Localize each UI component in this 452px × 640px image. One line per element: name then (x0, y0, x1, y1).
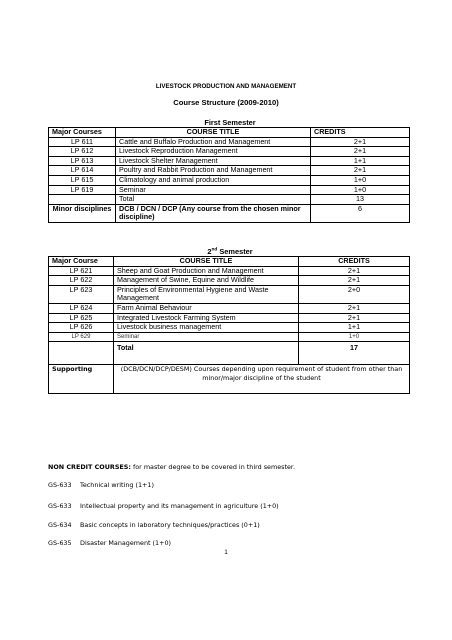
table-row (49, 147, 410, 157)
course-title: Principles of Environmental Hygiene and Waste Management (114, 285, 299, 303)
total-row (49, 195, 410, 205)
header-course-title: COURSE TITLE (114, 257, 299, 267)
first-semester-table (48, 127, 410, 223)
course-credits: 2+1 (299, 313, 410, 323)
minor-title: DCB / DCN / DCP (Any course from the chosen minor discipline) (116, 204, 311, 222)
course-credits: 1+1 (299, 323, 410, 333)
course-code: LP 626 (49, 323, 114, 333)
course-credits: 1+0 (299, 332, 410, 342)
table-row (49, 323, 410, 333)
minor-row (49, 204, 410, 222)
course-title: Seminar (116, 185, 311, 195)
supporting-text: (DCB/DCN/DCP/DESM) Courses depending upon requirement of student from other than minor/major discipline of the student (114, 365, 410, 394)
non-credit-code: GS-634 (48, 521, 72, 529)
header-major-courses: Major Courses (49, 128, 116, 138)
non-credit-code: GS-635 (48, 539, 72, 547)
course-code: LP 615 (49, 175, 116, 185)
course-code: LP 623 (49, 285, 114, 303)
course-title: Livestock Shelter Management (116, 156, 311, 166)
second-semester-word: Semester (217, 247, 253, 256)
table-row (49, 276, 410, 286)
non-credit-course (48, 539, 171, 547)
course-title: Integrated Livestock Farming System (114, 313, 299, 323)
course-title: Cattle and Buffalo Production and Management (116, 137, 311, 147)
empty-cell (49, 195, 116, 205)
course-title: Climatology and animal production (116, 175, 311, 185)
empty-cell (49, 342, 114, 365)
course-code: LP 619 (49, 185, 116, 195)
second-semester-table (48, 256, 410, 394)
course-title: Livestock Reproduction Management (116, 147, 311, 157)
course-credits: 1+1 (311, 156, 410, 166)
header-credits: CREDITS (311, 128, 410, 138)
course-credits: 2+1 (311, 147, 410, 157)
course-code: LP 625 (49, 313, 114, 323)
course-title: Sheep and Goat Production and Management (114, 266, 299, 276)
second-semester-number: 2 (207, 247, 212, 256)
second-semester-heading (180, 247, 280, 256)
total-label: Total (116, 195, 311, 205)
course-credits: 1+0 (311, 185, 410, 195)
supporting-label: Supporting (49, 365, 114, 394)
course-credits: 2+1 (311, 166, 410, 176)
total-label: Total (114, 342, 299, 365)
table-header-row (49, 257, 410, 267)
second-semester-suffix: nd (211, 247, 218, 253)
seminar-row (49, 332, 410, 342)
non-credit-title: Basic concepts in laboratory techniques/practices (0+1) (80, 521, 260, 529)
course-code: LP 614 (49, 166, 116, 176)
course-credits: 2+1 (299, 276, 410, 286)
course-credits: 1+0 (311, 175, 410, 185)
total-value: 13 (311, 195, 410, 205)
total-row (49, 342, 410, 365)
course-code: LP 621 (49, 266, 114, 276)
table-row (49, 175, 410, 185)
course-structure-title: Course Structure (2009-2010) (173, 98, 279, 107)
non-credit-title: Intellectual property and its management in agriculture (1+0) (80, 502, 279, 510)
non-credit-intro (48, 463, 295, 471)
course-code: LP 611 (49, 137, 116, 147)
header-course-title: COURSE TITLE (116, 128, 311, 138)
non-credit-code: GS-633 (48, 502, 72, 510)
non-credit-code: GS-633 (48, 481, 72, 489)
course-credits: 2+1 (299, 266, 410, 276)
course-code: LP 613 (49, 156, 116, 166)
header-major-course: Major Course (49, 257, 114, 267)
course-title: Poultry and Rabbit Production and Management (116, 166, 311, 176)
non-credit-course (48, 481, 154, 489)
course-title: Farm Animal Behaviour (114, 303, 299, 313)
table-header-row (49, 128, 410, 138)
course-credits: 2+0 (299, 285, 410, 303)
table-row (49, 285, 410, 303)
course-title: Management of Swine, Equine and Wildlife (114, 276, 299, 286)
document-title: LIVESTOCK PRODUCTION AND MANAGEMENT (155, 83, 297, 90)
non-credit-course (48, 502, 279, 510)
non-credit-course (48, 521, 260, 529)
course-code: LP 624 (49, 303, 114, 313)
course-credits: 2+1 (311, 137, 410, 147)
non-credit-title: Technical writing (1+1) (80, 481, 154, 489)
header-credits: CREDITS (299, 257, 410, 267)
supporting-row (49, 365, 410, 394)
course-code: LP 612 (49, 147, 116, 157)
non-credit-title: Disaster Management (1+0) (80, 539, 172, 547)
table-row (49, 303, 410, 313)
course-code: LP 629 (49, 332, 114, 342)
page-number: 1 (224, 549, 228, 556)
non-credit-label: NON CREDIT COURSES: (48, 463, 131, 471)
minor-label: Minor disciplines (49, 204, 116, 222)
course-title: Seminar (114, 332, 299, 342)
first-semester-heading: First Semester (204, 118, 256, 127)
total-value: 17 (299, 342, 410, 365)
non-credit-text: for master degree to be covered in third semester. (130, 463, 295, 471)
course-credits: 2+1 (299, 303, 410, 313)
course-title: Livestock business management (114, 323, 299, 333)
course-code: LP 622 (49, 276, 114, 286)
minor-credits: 6 (311, 204, 410, 222)
